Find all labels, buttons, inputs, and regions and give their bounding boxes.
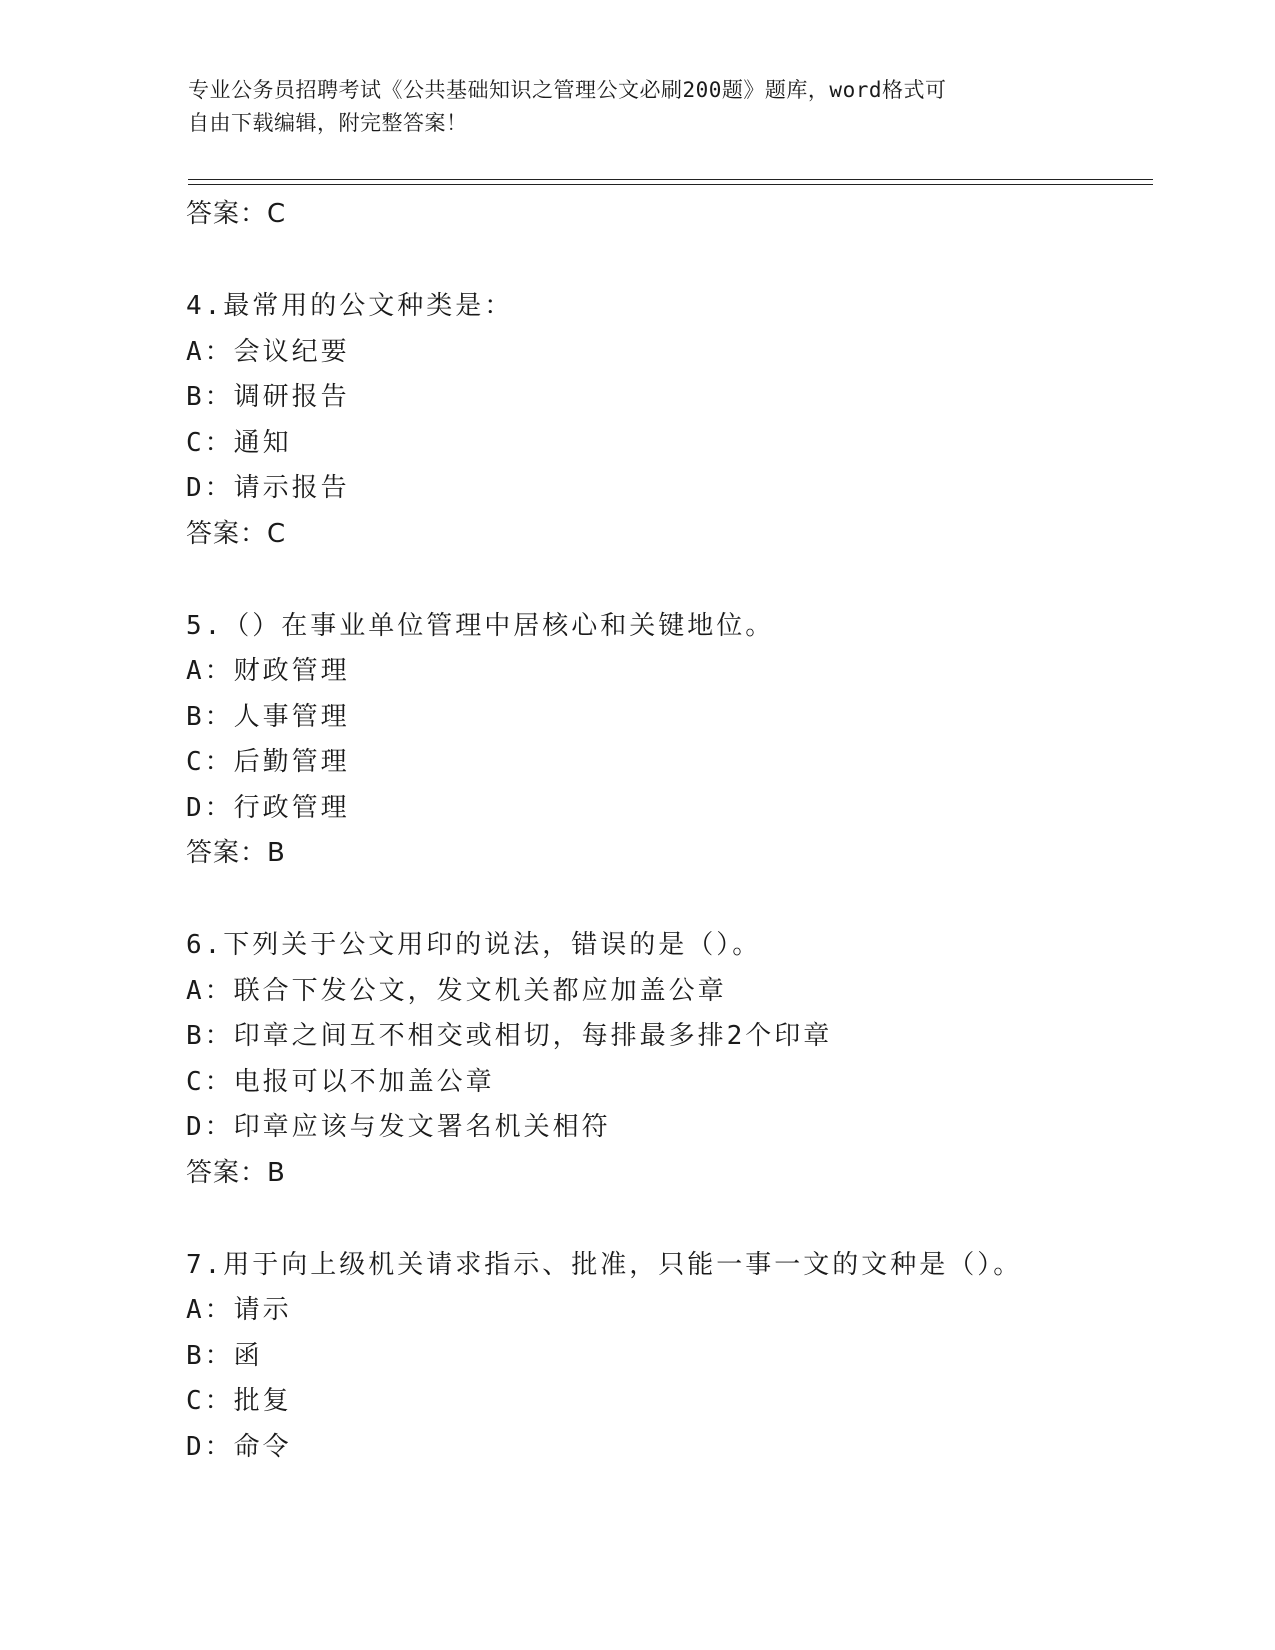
option-a: A：联合下发公文，发文机关都应加盖公章 xyxy=(186,975,727,1006)
answer-line: 答案：B xyxy=(186,1157,286,1188)
answer-line: 答案：B xyxy=(186,838,286,868)
option-d: D：印章应该与发文署名机关相符 xyxy=(186,1112,611,1142)
option-c: C：后勤管理 xyxy=(186,747,350,777)
option-d: D：行政管理 xyxy=(186,792,350,823)
spacer xyxy=(186,876,1186,923)
question-stem: 6.下列关于公文用印的说法，错误的是（）。 xyxy=(186,930,762,960)
spacer xyxy=(186,237,1186,284)
question-list xyxy=(186,192,1186,1470)
question-stem: 4.最常用的公文种类是： xyxy=(186,291,514,321)
question-stem: 7.用于向上级机关请求指示、批准，只能一事一文的文种是（）。 xyxy=(186,1249,1023,1280)
option-d: D：命令 xyxy=(186,1431,292,1462)
option-d: D：请示报告 xyxy=(186,473,350,503)
option-b: B：人事管理 xyxy=(186,701,350,732)
spacer xyxy=(186,557,1186,604)
option-a: A：会议纪要 xyxy=(186,336,350,367)
option-a: A：财政管理 xyxy=(186,656,350,686)
option-a: A：请示 xyxy=(186,1295,292,1325)
spacer xyxy=(186,1196,1186,1243)
option-b: B：函 xyxy=(186,1340,263,1371)
answer-line: 答案：C xyxy=(186,518,287,549)
header-rule-top xyxy=(188,179,1153,180)
option-c: C：批复 xyxy=(186,1386,292,1416)
option-b: B：印章之间互不相交或相切，每排最多排2个印章 xyxy=(186,1021,833,1051)
option-c: C：通知 xyxy=(186,427,292,458)
option-b: B：调研报告 xyxy=(186,382,350,412)
document-header xyxy=(188,74,1068,140)
answer-line: 答案：C xyxy=(186,199,287,229)
header-rule-bottom xyxy=(188,184,1153,185)
header-line-1: 专业公务员招聘考试《公共基础知识之管理公文必刷200题》题库，word格式可 xyxy=(188,78,947,102)
option-c: C：电报可以不加盖公章 xyxy=(186,1066,495,1097)
header-line-2: 自由下载编辑，附完整答案！ xyxy=(188,111,468,135)
question-stem: 5.（）在事业单位管理中居核心和关键地位。 xyxy=(186,610,775,641)
